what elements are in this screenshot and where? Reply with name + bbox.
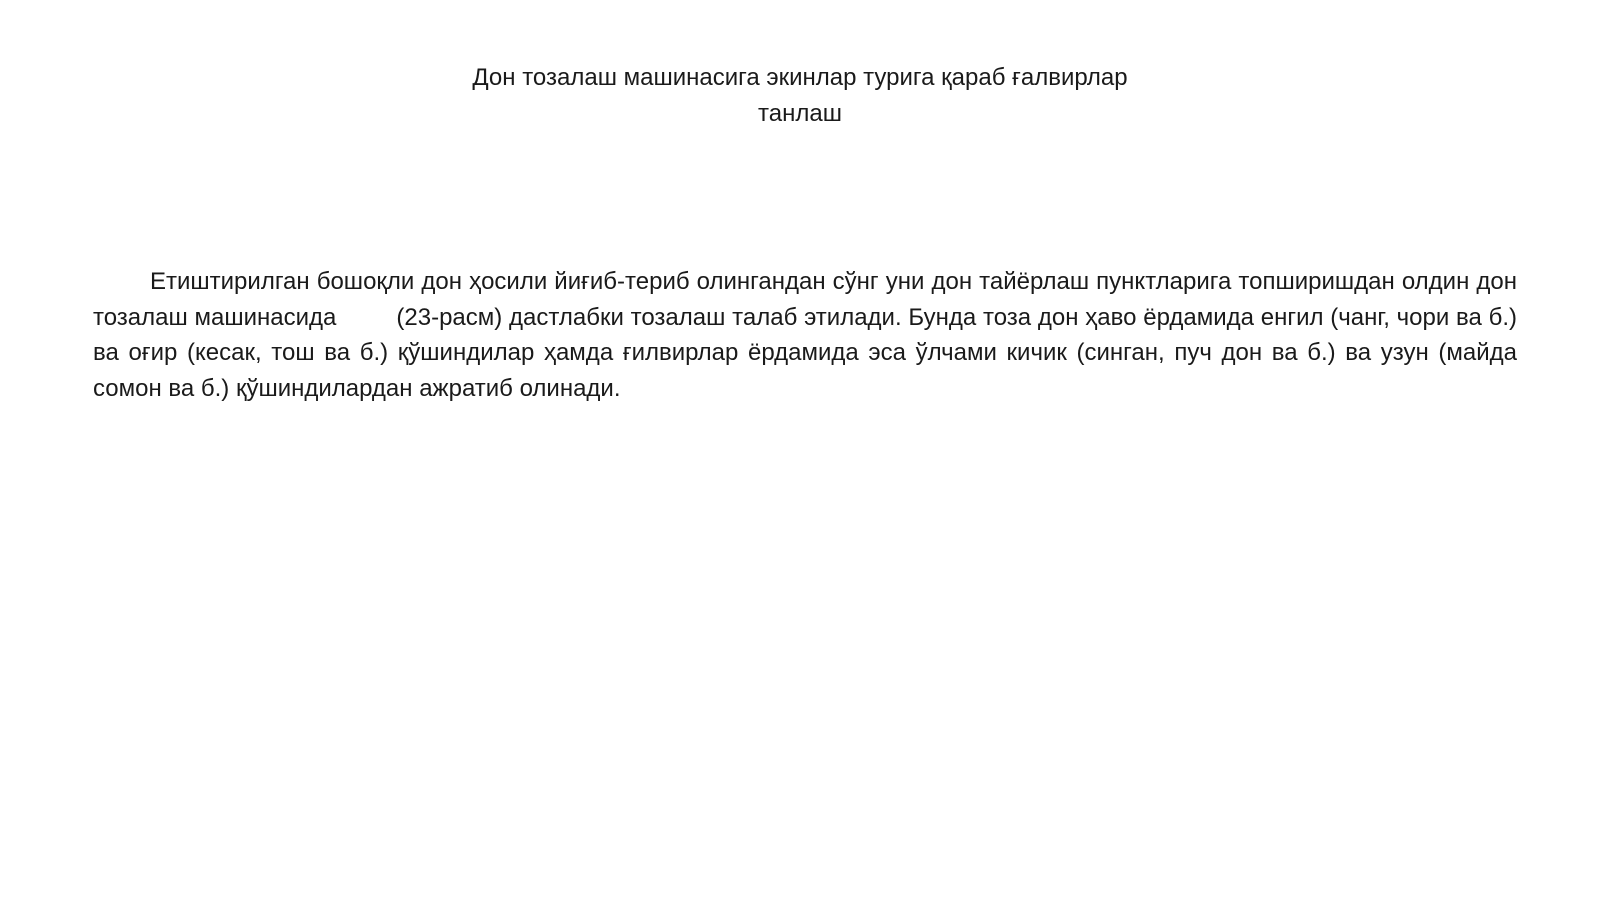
slide-title-line-2: танлаш [758,100,842,127]
slide-title [300,60,1300,132]
slide-title-line-1: Дон тозалаш машинасига экинлар турига қараб ғалвирлар [472,64,1128,91]
body-paragraph-part-1: Етиштирилган бошоқли дон ҳосили йиғиб-териб олингандан сўнг уни дон тайёрлаш пунктларига топширишдан олдин дон тозалаш машинасида [93,268,1517,331]
body-paragraph-part-2: (23-расм) дастлабки тозалаш талаб этилади. Бунда тоза дон ҳаво ёрдамида енгил (чанг, чори ва б.) ва оғир (кесак, тош ва б.) қўшиндилар ҳамда ғилвирлар ёрдамида эса ўлчами кичик (синган, пуч дон ва б.) ва узун (майда сомон ва б.) қўшиндилардан ажратиб олинади. [93,303,1517,402]
body-paragraph [93,264,1517,406]
